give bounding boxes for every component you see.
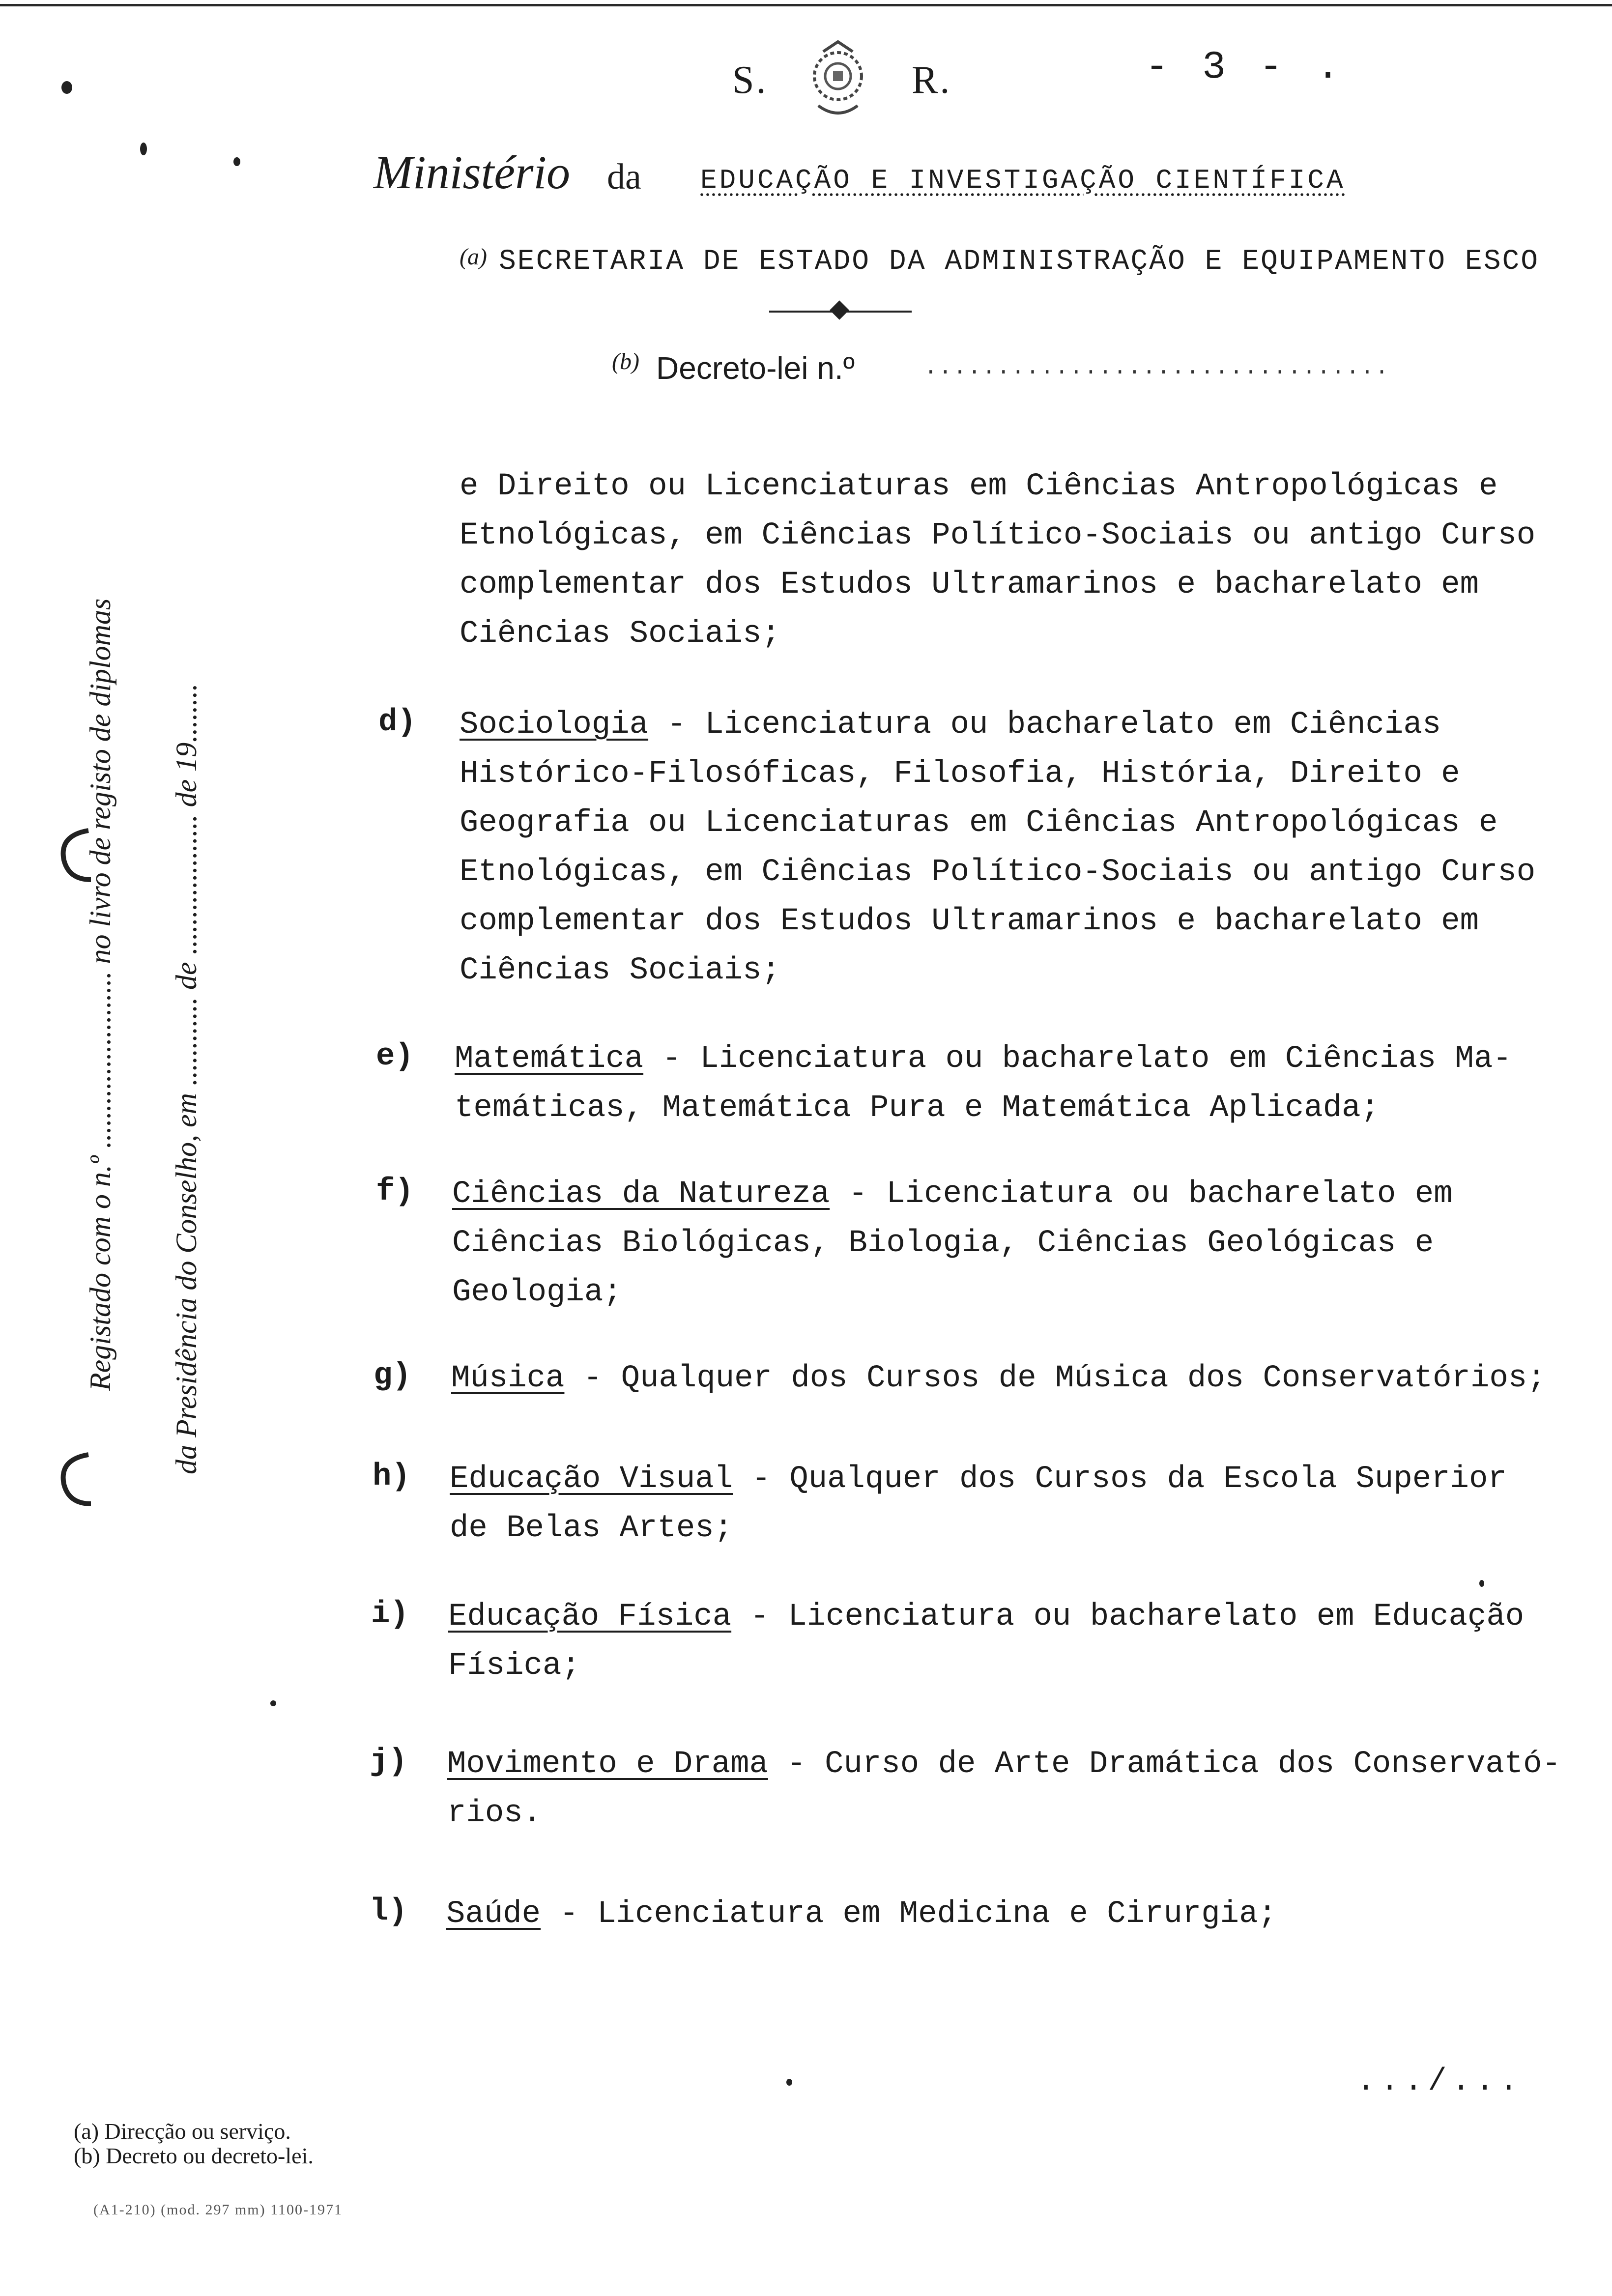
ministry-preposition: da xyxy=(607,157,641,197)
entry-first-line-rest: - Licenciatura ou bacharelato em Ciências Ma- xyxy=(643,1041,1512,1077)
entry-first-line-rest: - Licenciatura ou bacharelato em xyxy=(830,1177,1453,1212)
seal-left-letter: S. xyxy=(732,58,768,102)
entry-line: Ciências Biológicas, Biologia, Ciências Geológicas e xyxy=(452,1226,1434,1261)
decree-marker: (b) xyxy=(612,348,639,374)
entry-line: de Belas Artes; xyxy=(450,1511,733,1546)
entry-subject: Movimento e Drama xyxy=(447,1747,768,1782)
entry-first-line xyxy=(446,1890,1277,1939)
entry-first-line xyxy=(452,1170,1453,1219)
decree-label: Decreto-lei n.º xyxy=(656,350,855,386)
speck xyxy=(233,157,240,166)
entry-line: complementar dos Estudos Ultramarinos e bacharelato em xyxy=(460,904,1479,939)
continuation-mark: .../... xyxy=(1356,2064,1523,2099)
speck xyxy=(1479,1580,1484,1587)
entry-subject: Música xyxy=(451,1361,565,1396)
speck xyxy=(270,1700,276,1706)
decree-number-blank: ................................ xyxy=(924,355,1390,380)
entry-letter: d) xyxy=(378,705,416,740)
entry-letter: g) xyxy=(374,1358,411,1394)
punch-hole-mark-icon xyxy=(49,1450,103,1509)
entry-subject: Educação Física xyxy=(448,1599,732,1635)
margin-registration-line-1: Registado com o n.º ........................ no livro de registo de diplomas xyxy=(84,598,116,1391)
entry-subject: Sociologia xyxy=(460,707,649,743)
coat-of-arms-icon xyxy=(794,37,882,125)
page-number: - 3 - . xyxy=(1145,45,1345,90)
entry-letter: l) xyxy=(370,1894,407,1929)
entry-line: rios. xyxy=(447,1796,542,1831)
entry-subject: Saúde xyxy=(446,1896,541,1932)
speck xyxy=(786,2079,792,2086)
secretaria-line: SECRETARIA DE ESTADO DA ADMINISTRAÇÃO E EQUIPAMENTO ESCO xyxy=(499,246,1540,278)
footnote-b: (b) Decreto ou decreto-lei. xyxy=(74,2143,314,2168)
speck xyxy=(61,81,72,94)
entry-letter: h) xyxy=(373,1459,410,1494)
entry-first-line-rest: - Qualquer dos Cursos da Escola Superior xyxy=(733,1462,1507,1497)
entry-line: Etnológicas, em Ciências Político-Sociais ou antigo Curso xyxy=(460,855,1536,890)
intro-line: Etnológicas, em Ciências Político-Sociais ou antigo Curso xyxy=(460,518,1536,553)
entry-first-line xyxy=(447,1740,1561,1789)
entry-first-line-rest: - Qualquer dos Cursos de Música dos Conservatórios; xyxy=(564,1361,1546,1396)
ministry-word: Ministério xyxy=(374,146,570,199)
margin-registration-line-2: da Presidência do Conselho, em ............ de ................... de 19........ xyxy=(170,683,202,1474)
intro-line: e Direito ou Licenciaturas em Ciências Antropológicas e xyxy=(460,469,1498,504)
entry-first-line-rest: - Licenciatura ou bacharelato em Educação xyxy=(731,1599,1525,1635)
entry-line: Histórico-Filosóficas, Filosofia, História, Direito e xyxy=(460,756,1460,792)
entry-first-line xyxy=(448,1592,1524,1641)
entry-letter: j) xyxy=(370,1744,407,1779)
entry-first-line xyxy=(451,1354,1546,1403)
entry-line: Geologia; xyxy=(452,1275,622,1310)
entry-first-line xyxy=(450,1455,1507,1504)
entry-line: Ciências Sociais; xyxy=(460,953,780,988)
ornament-diamond-icon xyxy=(830,300,849,320)
entry-first-line-rest: - Licenciatura ou bacharelato em Ciências xyxy=(648,707,1441,743)
entry-letter: e) xyxy=(376,1039,414,1074)
intro-line: Ciências Sociais; xyxy=(460,616,780,652)
speck xyxy=(140,143,147,155)
entry-line: Física; xyxy=(448,1648,580,1684)
punch-hole-mark-icon xyxy=(49,826,103,885)
entry-subject: Ciências da Natureza xyxy=(452,1177,830,1212)
footnote-a: (a) Direcção ou serviço. xyxy=(74,2119,291,2144)
entry-first-line xyxy=(455,1034,1512,1084)
entry-letter: i) xyxy=(371,1597,409,1632)
ministry-name: EDUCAÇÃO E INVESTIGAÇÃO CIENTÍFICA xyxy=(700,165,1346,196)
seal-right-letter: R. xyxy=(912,58,952,102)
entry-first-line-rest: - Curso de Arte Dramática dos Conservató- xyxy=(768,1747,1561,1782)
entry-first-line-rest: - Licenciatura em Medicina e Cirurgia; xyxy=(541,1896,1277,1932)
entry-subject: Educação Visual xyxy=(450,1462,733,1497)
intro-line: complementar dos Estudos Ultramarinos e bacharelato em xyxy=(460,567,1479,603)
entry-line: Geografia ou Licenciaturas em Ciências Antropológicas e xyxy=(460,805,1498,841)
entry-subject: Matemática xyxy=(455,1041,644,1077)
entry-letter: f) xyxy=(376,1174,414,1209)
entry-first-line xyxy=(460,700,1441,749)
top-rule xyxy=(0,4,1612,6)
print-code: (A1-210) (mod. 297 mm) 1100-1971 xyxy=(93,2202,343,2218)
secretaria-marker: (a) xyxy=(460,244,487,270)
entry-line: temáticas, Matemática Pura e Matemática Aplicada; xyxy=(455,1091,1380,1126)
